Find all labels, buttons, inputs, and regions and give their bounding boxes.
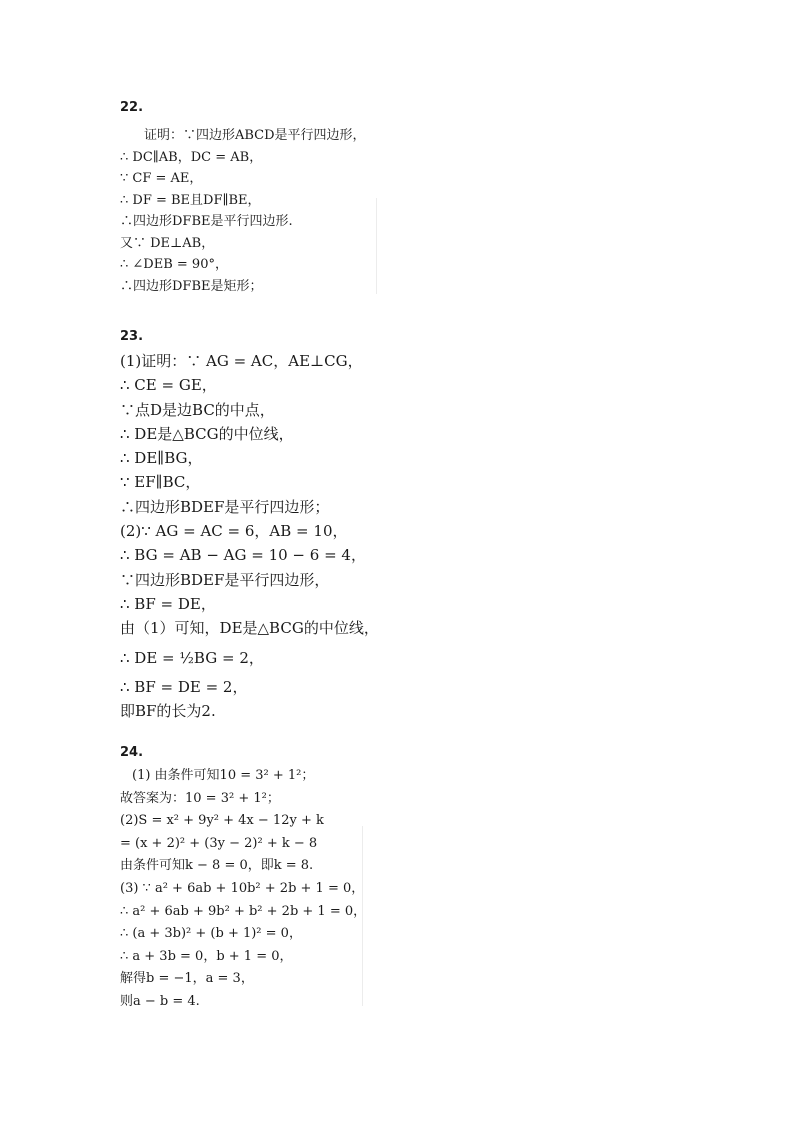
proof-line: ∴ DC∥AB，DC = AB， [120, 149, 263, 165]
solution-23 [120, 349, 379, 723]
proof-line: 解得b = −1，a = 3， [120, 971, 254, 987]
proof-line: ∵ EF∥BC， [120, 473, 201, 492]
proof-line: ∴ BF = DE， [120, 594, 216, 613]
proof-line: ∵点D是边BC的中点， [120, 400, 275, 419]
proof-line: 由条件可知k − 8 = 0，即k = 8. [120, 858, 314, 874]
proof-line: (2)∵ AG = AC = 6，AB = 10， [120, 522, 348, 541]
problem-number: 24. [120, 745, 144, 760]
proof-line: ∵ CF = AE， [120, 171, 203, 186]
problem-number: 22. [120, 100, 144, 115]
proof-line: 则a − b = 4. [120, 993, 200, 1009]
proof-line: ∴四边形DFBE是矩形； [120, 278, 263, 294]
proof-line: ∴ a + 3b = 0，b + 1 = 0， [120, 948, 293, 964]
proof-line: (1)证明：∵ AG = AC，AE⊥CG， [120, 352, 363, 370]
proof-line: ∴四边形DFBE是平行四边形. [120, 214, 293, 229]
proof-line: (1) 由条件可知10 = 3² + 1²； [132, 768, 315, 783]
proof-line: ∴ BF = DE = 2， [120, 677, 248, 696]
proof-line: ∴ DE = ½BG = 2， [120, 648, 264, 667]
problem-number: 23. [120, 329, 144, 344]
solution-24 [120, 765, 366, 1014]
proof-line: 即BF的长为2. [120, 701, 216, 720]
proof-line: ∴ ∠DEB = 90°， [120, 257, 228, 272]
proof-line: (2)S = x² + 9y² + 4x − 12y + k [120, 813, 324, 829]
proof-line: 故答案为：10 = 3² + 1²； [120, 790, 280, 806]
proof-line: 证明：∵四边形ABCD是平行四边形， [144, 128, 366, 143]
proof-line: 由（1）可知，DE是△BCG的中位线， [120, 619, 379, 638]
proof-line: (3) ∵ a² + 6ab + 10b² + 2b + 1 = 0， [120, 880, 365, 896]
proof-line: ∴ DE是△BCG的中位线， [120, 424, 294, 443]
proof-line: ∴四边形BDEF是平行四边形； [120, 497, 330, 516]
proof-line: ∴ (a + 3b)² + (b + 1)² = 0， [120, 926, 302, 942]
proof-line: ∴ DE∥BG， [120, 449, 203, 468]
scan-artifact-line [376, 198, 377, 294]
proof-line: ∵四边形BDEF是平行四边形， [120, 570, 330, 589]
proof-line: ∴ CE = GE， [120, 376, 217, 395]
proof-line: ∴ a² + 6ab + 9b² + b² + 2b + 1 = 0， [120, 903, 367, 919]
solution-22 [120, 125, 366, 297]
proof-line: 又∵ DE⊥AB， [120, 235, 215, 251]
proof-line: = (x + 2)² + (3y − 2)² + k − 8 [120, 835, 318, 851]
proof-line: ∴ DF = BE且DF∥BE， [120, 192, 261, 208]
proof-line: ∴ BG = AB − AG = 10 − 6 = 4， [120, 546, 366, 565]
